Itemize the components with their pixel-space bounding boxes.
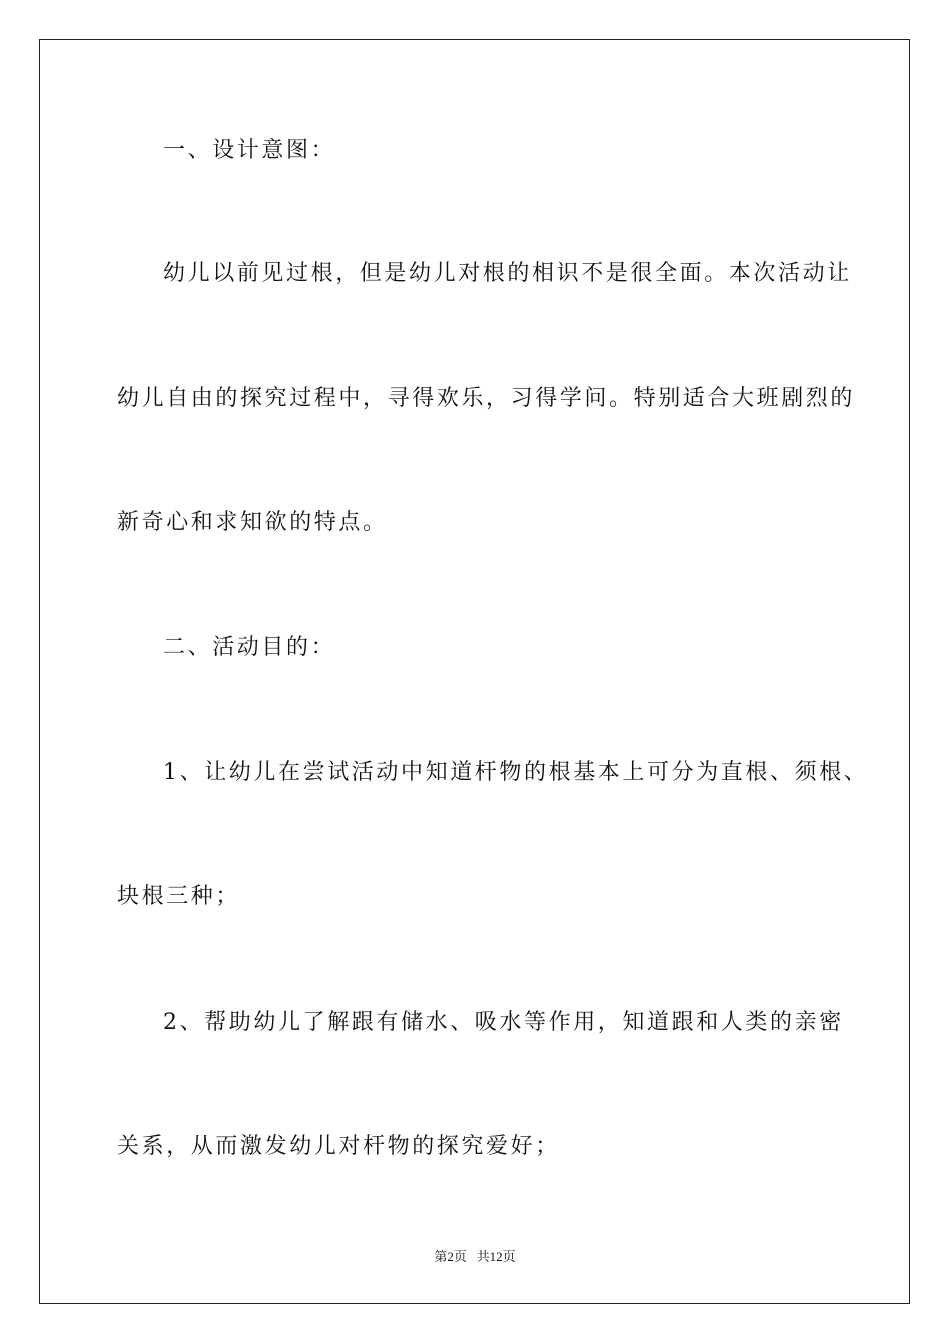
paragraph-line: 关系，从而激发幼儿对杆物的探究爱好；: [117, 1134, 560, 1159]
paragraph-line: 1、让幼儿在尝试活动中知道杆物的根基本上可分为直根、须根、: [163, 760, 869, 785]
paragraph-line: 新奇心和求知欲的特点。: [117, 510, 388, 535]
section-heading-design-intent: 一、设计意图：: [163, 138, 336, 163]
paragraph-line: 块根三种；: [117, 884, 241, 909]
paragraph-line: 幼儿自由的探究过程中，寻得欢乐，习得学问。特别适合大班剧烈的: [117, 386, 856, 411]
total-pages: 共12页: [476, 1249, 516, 1264]
paragraph-line: 2、帮助幼儿了解跟有储水、吸水等作用，知道跟和人类的亲密: [163, 1010, 844, 1035]
page-footer: [0, 1248, 950, 1266]
paragraph-line: 幼儿以前见过根，但是幼儿对根的相识不是很全面。本次活动让: [163, 261, 852, 286]
section-heading-activity-goals: 二、活动目的：: [163, 635, 336, 660]
page-number: 第2页: [434, 1249, 467, 1264]
page-border: [39, 39, 910, 1304]
